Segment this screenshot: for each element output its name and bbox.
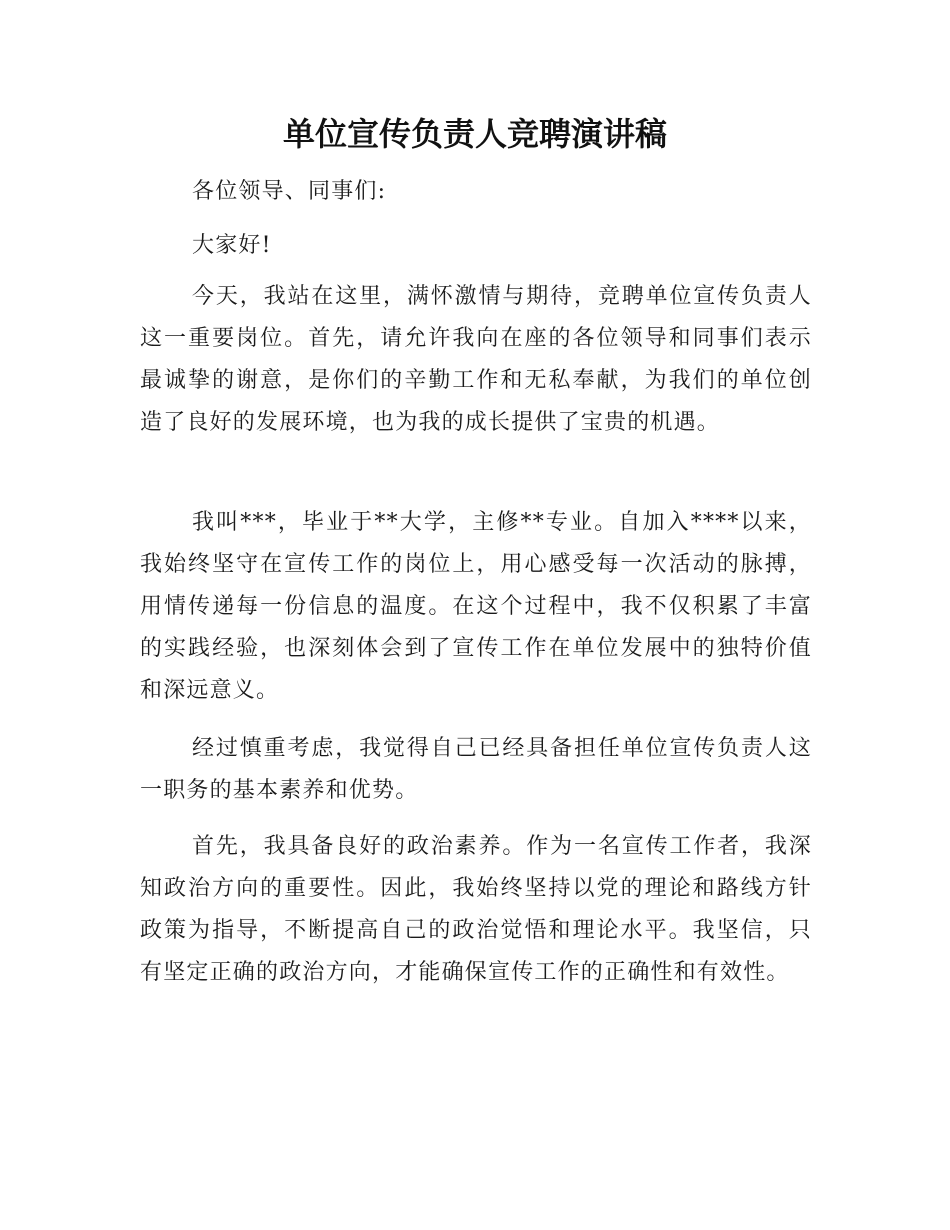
- paragraph-political-quality: 首先，我具备良好的政治素养。作为一名宣传工作者，我深知政治方向的重要性。因此，我始终坚持以党的理论和路线方针政策为指导，不断提高自己的政治觉悟和理论水平。我坚信，只有坚定正确的政治方向，才能确保宣传工作的正确性和有效性。: [140, 834, 812, 985]
- paragraph-qualification: 经过慎重考虑，我觉得自己已经具备担任单位宣传负责人这一职务的基本素养和优势。: [140, 736, 812, 803]
- paragraph-introduction: 今天，我站在这里，满怀激情与期待，竞聘单位宣传负责人这一重要岗位。首先，请允许我向在座的各位领导和同事们表示最诚挚的谢意，是你们的辛勤工作和无私奉献，为我们的单位创造了良好的发展环境，也为我的成长提供了宝贵的机遇。: [140, 284, 812, 435]
- paragraph-background: 我叫***，毕业于**大学，主修**专业。自加入****以来，我始终坚守在宣传工作的岗位上，用心感受每一次活动的脉搏，用情传递每一份信息的温度。在这个过程中，我不仅积累了丰富的实践经验，也深刻体会到了宣传工作在单位发展中的独特价值和深远意义。: [140, 510, 812, 703]
- greeting-paragraph: 各位领导、同事们:: [192, 179, 387, 204]
- hello-paragraph: 大家好!: [192, 233, 272, 258]
- document-title: 单位宣传负责人竞聘演讲稿: [282, 115, 667, 153]
